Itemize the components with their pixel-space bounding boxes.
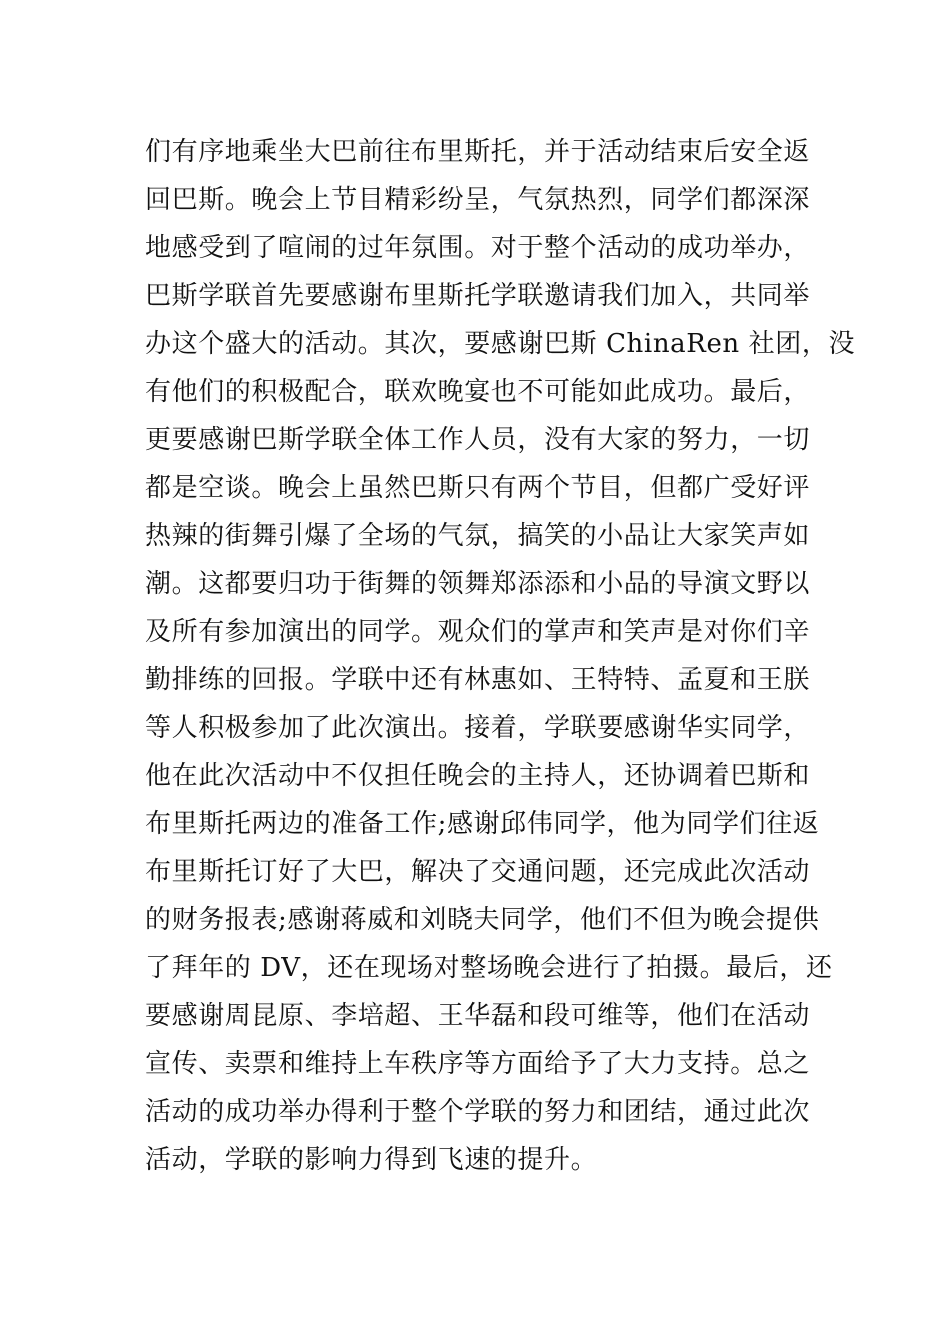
text-line: 有他们的积极配合，联欢晚宴也不可能如此成功。最后， xyxy=(145,377,811,407)
text-line: 潮。这都要归功于街舞的领舞郑添添和小品的导演文野以 xyxy=(145,569,811,599)
text-line: 了拜年的 DV，还在现场对整场晚会进行了拍摄。最后，还 xyxy=(145,953,833,983)
text-line: 都是空谈。晚会上虽然巴斯只有两个节目，但都广受好评 xyxy=(145,473,811,503)
text-line: 布里斯托两边的准备工作;感谢邱伟同学，他为同学们往返 xyxy=(145,809,820,839)
text-line: 等人积极参加了此次演出。接着，学联要感谢华实同学， xyxy=(145,713,811,743)
text-line: 活动，学联的影响力得到飞速的提升。 xyxy=(145,1145,598,1175)
text-line: 热辣的街舞引爆了全场的气氛，搞笑的小品让大家笑声如 xyxy=(145,521,811,551)
text-line: 宣传、卖票和维持上车秩序等方面给予了大力支持。总之 xyxy=(145,1049,811,1079)
text-line: 的财务报表;感谢蒋威和刘晓夫同学，他们不但为晚会提供 xyxy=(145,905,820,935)
text-line: 他在此次活动中不仅担任晚会的主持人，还协调着巴斯和 xyxy=(145,761,811,791)
text-line: 回巴斯。晚会上节目精彩纷呈，气氛热烈，同学们都深深 xyxy=(145,185,811,215)
text-line: 地感受到了喧闹的过年氛围。对于整个活动的成功举办， xyxy=(145,233,811,263)
text-line: 勤排练的回报。学联中还有林惠如、王特特、孟夏和王朕 xyxy=(145,665,811,695)
text-line: 活动的成功举办得利于整个学联的努力和团结，通过此次 xyxy=(145,1097,811,1127)
text-line: 布里斯托订好了大巴，解决了交通问题，还完成此次活动 xyxy=(145,857,811,887)
text-line: 更要感谢巴斯学联全体工作人员，没有大家的努力，一切 xyxy=(145,425,811,455)
body-paragraph xyxy=(145,128,856,1184)
text-line: 们有序地乘坐大巴前往布里斯托，并于活动结束后安全返 xyxy=(145,137,811,167)
text-line: 办这个盛大的活动。其次，要感谢巴斯 ChinaRen 社团，没 xyxy=(145,329,856,359)
text-line: 巴斯学联首先要感谢布里斯托学联邀请我们加入，共同举 xyxy=(145,281,811,311)
text-line: 要感谢周昆原、李培超、王华磊和段可维等，他们在活动 xyxy=(145,1001,811,1031)
text-line: 及所有参加演出的同学。观众们的掌声和笑声是对你们辛 xyxy=(145,617,811,647)
